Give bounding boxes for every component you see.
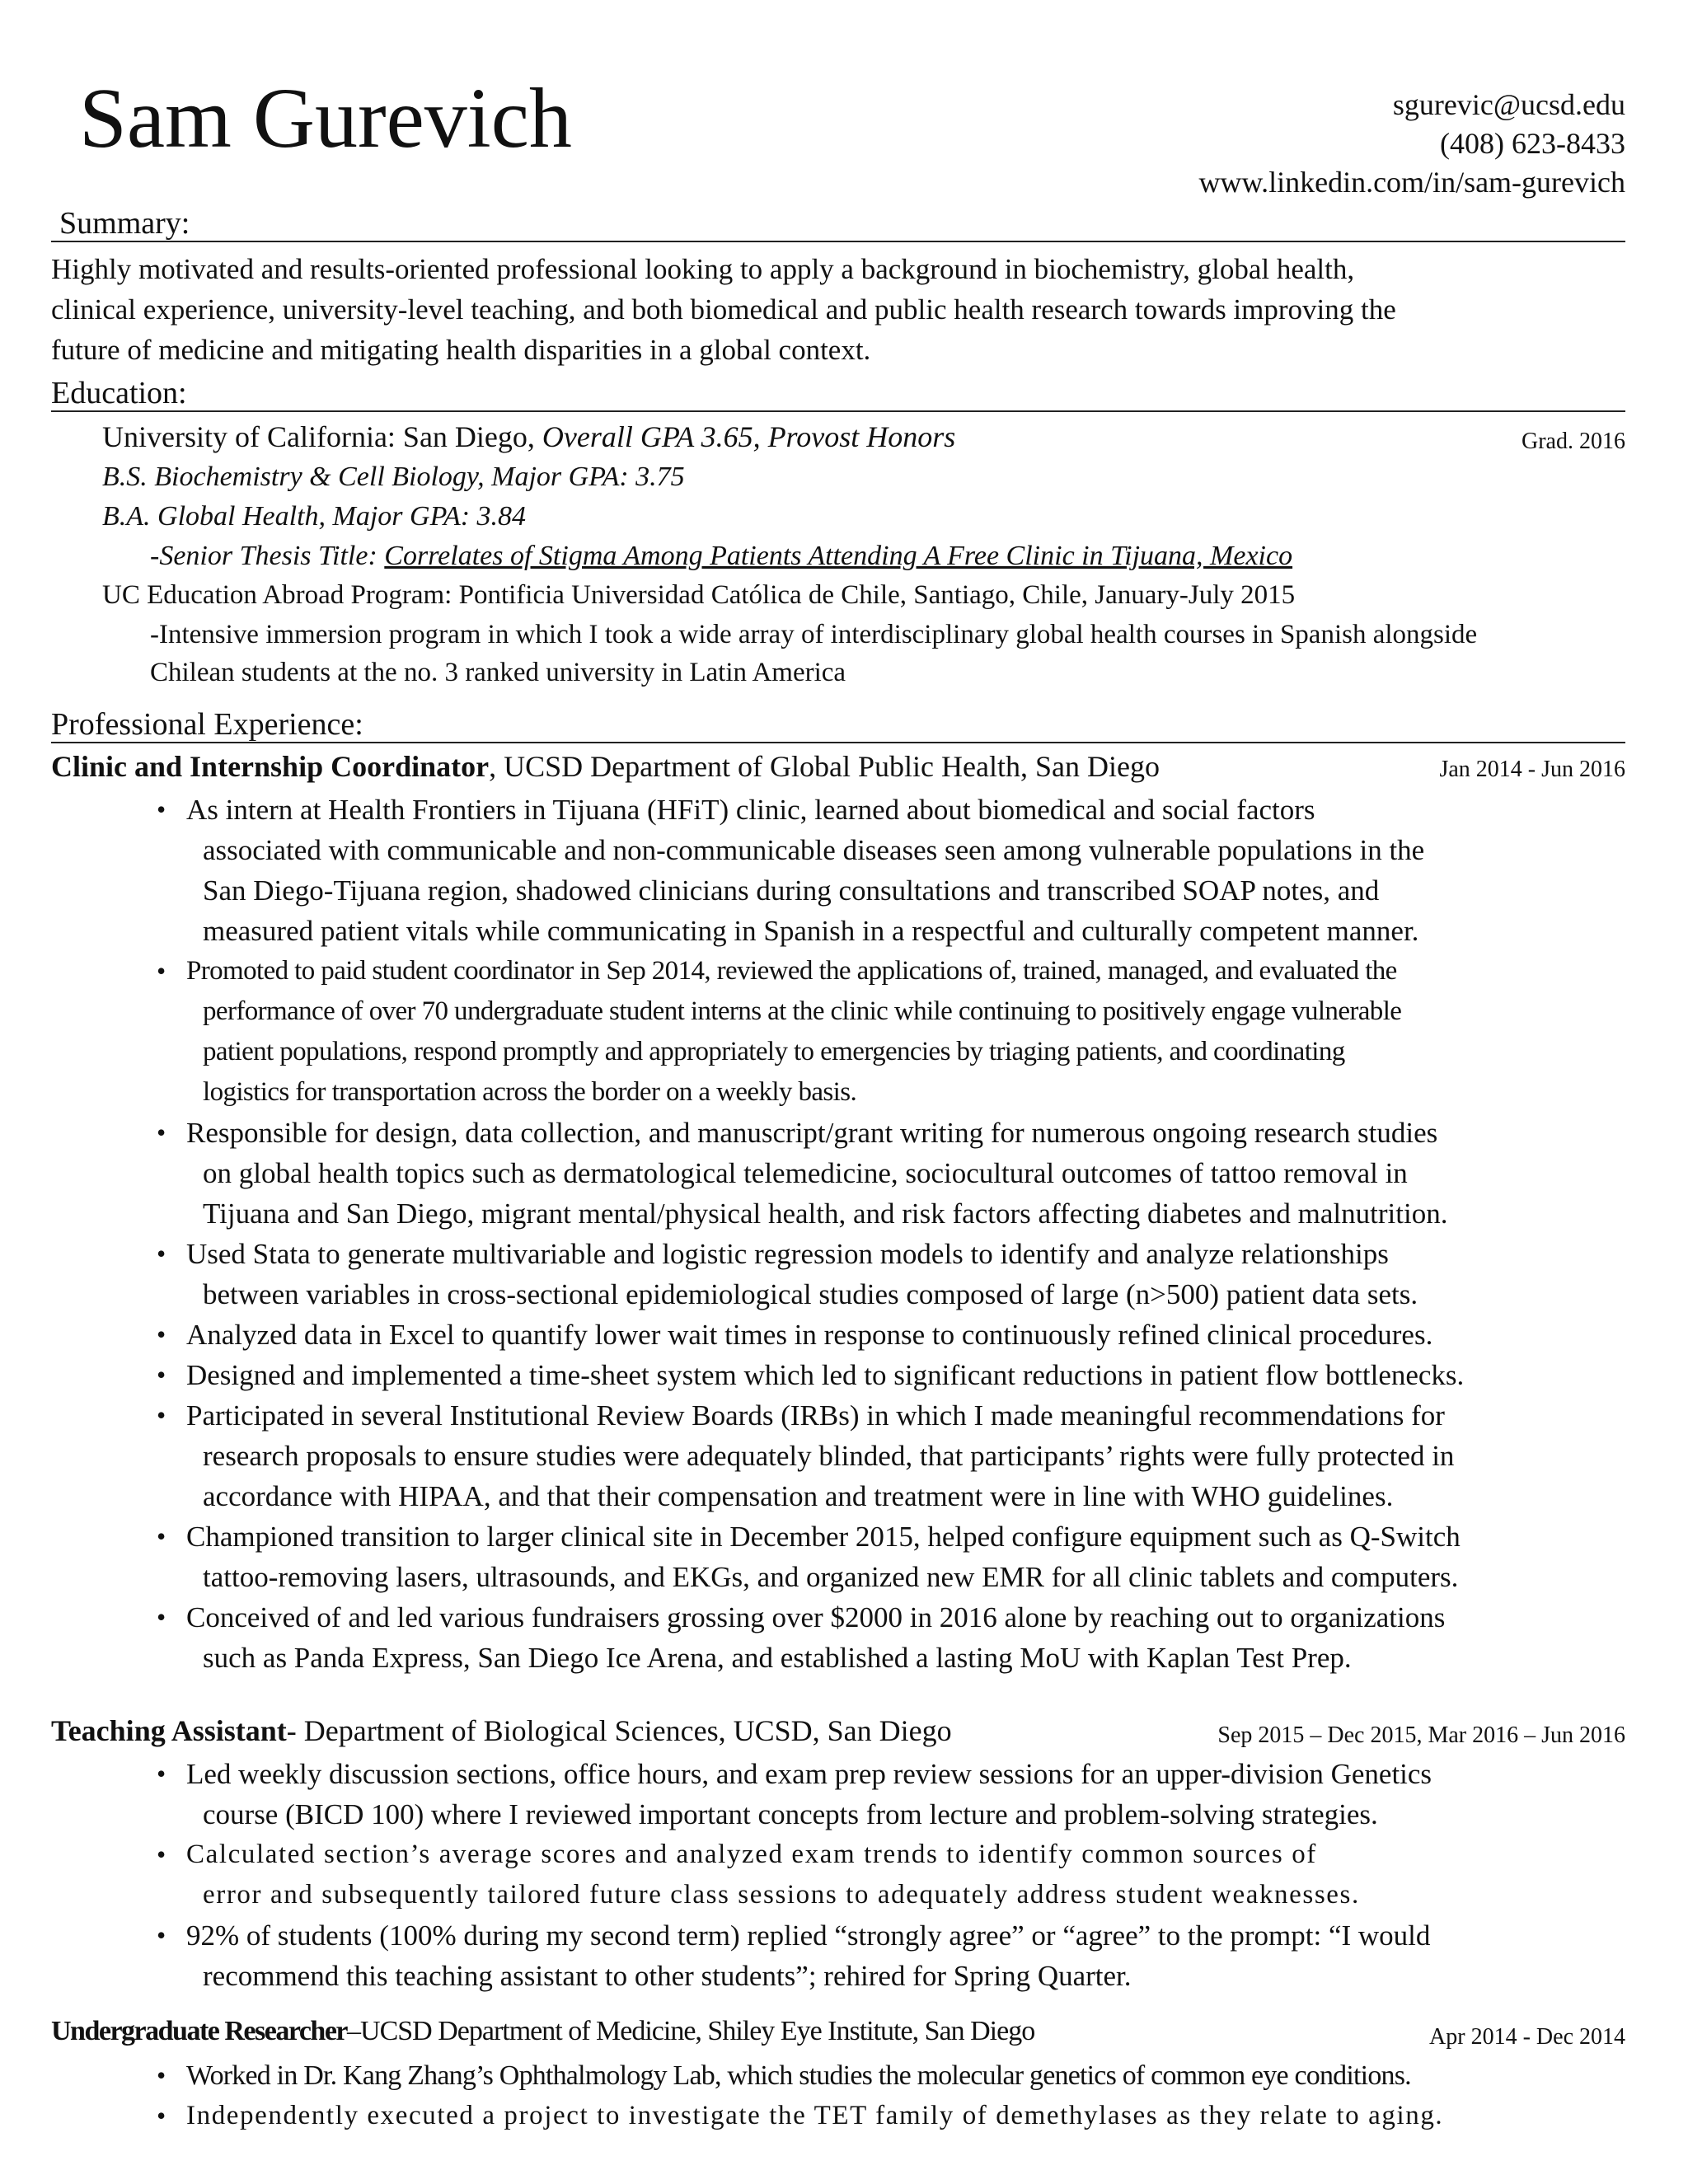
contact-block bbox=[1198, 86, 1625, 201]
bullet-icon: • bbox=[157, 1239, 166, 1268]
bullet-line: on global health topics such as dermatological telemedicine, sociocultural outcomes of tattoo removal in bbox=[203, 1157, 1408, 1189]
bullet-item bbox=[157, 2055, 1620, 2096]
abroad-program: UC Education Abroad Program: Pontificia Universidad Católica de Chile, Santiago, Chile, January-July 2015 bbox=[102, 580, 1296, 610]
bullet-line: logistics for transportation across the border on a weekly basis. bbox=[203, 1077, 857, 1107]
bullet-icon: • bbox=[157, 2101, 166, 2130]
job-role: Clinic and Internship Coordinator bbox=[51, 750, 490, 783]
job-dates: Sep 2015 – Dec 2015, Mar 2016 – Jun 2016 bbox=[1217, 1722, 1625, 1748]
school-line bbox=[102, 422, 955, 452]
bullet-icon: • bbox=[157, 956, 166, 986]
bullet-icon: • bbox=[157, 1602, 166, 1632]
bullet-line: tattoo-removing lasers, ultrasounds, and EKGs, and organized new EMR for all clinic tablets and computers. bbox=[203, 1561, 1459, 1593]
bullet-line: Calculated section’s average scores and analyzed exam trends to identify common sources of bbox=[186, 1840, 1317, 1869]
bullet-icon: • bbox=[157, 2060, 166, 2090]
bullet-line: Championed transition to larger clinical site in December 2015, helped configure equipment such as Q-Switch bbox=[186, 1521, 1461, 1553]
bullet-line: between variables in cross-sectional epidemiological studies composed of large (n>500) patient data sets. bbox=[203, 1278, 1418, 1310]
degree-bs: B.S. Biochemistry & Cell Biology, Major GPA: 3.75 bbox=[102, 462, 685, 492]
job-bullets bbox=[0, 1754, 1688, 1996]
grad-date: Grad. 2016 bbox=[1522, 429, 1625, 454]
job-org: - Department of Biological Sciences, UCSD, San Diego bbox=[286, 1714, 952, 1747]
bullet-line: such as Panda Express, San Diego Ice Arena, and established a lasting MoU with Kaplan Test Prep. bbox=[203, 1642, 1352, 1674]
bullet-item bbox=[157, 1597, 1620, 1678]
summary-line: clinical experience, university-level teaching, and both biomedical and public health research towards improving the bbox=[51, 293, 1396, 326]
email[interactable]: sgurevic@ucsd.edu bbox=[1392, 88, 1625, 121]
bullet-icon: • bbox=[157, 1360, 166, 1390]
job-org: , UCSD Department of Global Public Health, San Diego bbox=[489, 750, 1160, 783]
bullet-icon: • bbox=[157, 794, 166, 824]
bullet-item bbox=[157, 790, 1620, 951]
summary-text bbox=[51, 249, 1650, 370]
bullet-line: Used Stata to generate multivariable and logistic regression models to identify and analyze relationships bbox=[186, 1238, 1389, 1270]
bullet-icon: • bbox=[157, 1400, 166, 1430]
bullet-line: accordance with HIPAA, and that their compensation and treatment were in line with WHO guidelines. bbox=[203, 1480, 1394, 1512]
bullet-line: Responsible for design, data collection, and manuscript/grant writing for numerous ongoing research studies bbox=[186, 1117, 1438, 1149]
bullet-icon: • bbox=[157, 1920, 166, 1950]
job-dates: Jan 2014 - Jun 2016 bbox=[1439, 757, 1625, 782]
bullet-icon: • bbox=[157, 1118, 166, 1147]
bullet-line: associated with communicable and non-communicable diseases seen among vulnerable populations in the bbox=[203, 834, 1425, 866]
bullet-line: Promoted to paid student coordinator in Sep 2014, reviewed the applications of, trained, managed, and evaluated the bbox=[186, 956, 1397, 986]
phone: (408) 623-8433 bbox=[1440, 126, 1625, 160]
bullet-line: course (BICD 100) where I reviewed important concepts from lecture and problem-solving strategies. bbox=[203, 1798, 1378, 1830]
school-name: University of California: San Diego, bbox=[102, 420, 535, 453]
abroad-description: -Intensive immersion program in which I took a wide array of interdisciplinary global health courses in Spanish alongside bbox=[150, 620, 1478, 649]
bullet-item bbox=[157, 1915, 1620, 1996]
bullet-line: San Diego-Tijuana region, shadowed clinicians during consultations and transcribed SOAP notes, and bbox=[203, 874, 1380, 907]
linkedin-link[interactable]: www.linkedin.com/in/sam-gurevich bbox=[1198, 165, 1625, 199]
bullet-line: As intern at Health Frontiers in Tijuana (HFiT) clinic, learned about biomedical and social factors bbox=[186, 794, 1315, 826]
bullet-line: patient populations, respond promptly and appropriately to emergencies by triaging patients, and coordinating bbox=[203, 1037, 1345, 1066]
summary-heading: Summary: bbox=[51, 208, 1625, 242]
thesis-label: -Senior Thesis Title: bbox=[150, 541, 377, 571]
bullet-line: performance of over 70 undergraduate student interns at the clinic while continuing to positively engage vulnerable bbox=[203, 996, 1402, 1026]
bullet-line: Led weekly discussion sections, office hours, and exam prep review sessions for an upper-division Genetics bbox=[186, 1758, 1432, 1790]
bullet-item bbox=[157, 1355, 1620, 1395]
bullet-line: Worked in Dr. Kang Zhang’s Ophthalmology Lab, which studies the molecular genetics of common eye conditions. bbox=[186, 2060, 1411, 2091]
bullet-item bbox=[157, 1516, 1620, 1597]
bullet-line: Analyzed data in Excel to quantify lower wait times in response to continuously refined clinical procedures. bbox=[186, 1319, 1433, 1351]
job-title-line bbox=[51, 752, 1160, 781]
bullet-line: Conceived of and led various fundraisers grossing over $2000 in 2016 alone by reaching out to organizations bbox=[186, 1601, 1446, 1633]
job-bullets bbox=[0, 790, 1688, 1678]
bullet-line: research proposals to ensure studies were adequately blinded, that participants’ rights were fully protected in bbox=[203, 1440, 1455, 1472]
bullet-line: 92% of students (100% during my second term) replied “strongly agree” or “agree” to the prompt: “I would bbox=[186, 1919, 1431, 1952]
job-title-line bbox=[51, 2018, 1034, 2046]
bullet-item bbox=[157, 1754, 1620, 1835]
bullet-icon: • bbox=[157, 1521, 166, 1551]
education-heading: Education: bbox=[51, 377, 1625, 412]
resume-name: Sam Gurevich bbox=[79, 71, 572, 166]
experience-heading: Professional Experience: bbox=[51, 709, 1625, 743]
bullet-item bbox=[157, 1395, 1620, 1516]
bullet-line: measured patient vitals while communicating in Spanish in a respectful and culturally competent manner. bbox=[203, 915, 1419, 947]
bullet-icon: • bbox=[157, 1759, 166, 1788]
bullet-item bbox=[157, 1315, 1620, 1355]
bullet-icon: • bbox=[157, 1319, 166, 1349]
bullet-line: Tijuana and San Diego, migrant mental/physical health, and risk factors affecting diabetes and malnutrition. bbox=[203, 1197, 1448, 1230]
bullet-line: Designed and implemented a time-sheet system which led to significant reductions in patient flow bottlenecks. bbox=[186, 1359, 1465, 1391]
job-role: Teaching Assistant bbox=[51, 1714, 287, 1747]
thesis-title: Correlates of Stigma Among Patients Attending A Free Clinic in Tijuana, Mexico bbox=[384, 541, 1293, 571]
bullet-line: Independently executed a project to investigate the TET family of demethylases as they relate to aging. bbox=[186, 2101, 1444, 2130]
bullet-item bbox=[157, 951, 1620, 1113]
bullet-item bbox=[157, 1234, 1620, 1315]
bullet-line: error and subsequently tailored future class sessions to adequately address student weaknesses. bbox=[203, 1880, 1360, 1910]
overall-gpa: Overall GPA 3.65, Provost Honors bbox=[542, 420, 956, 453]
bullet-item bbox=[157, 1113, 1620, 1234]
bullet-line: recommend this teaching assistant to other students”; rehired for Spring Quarter. bbox=[203, 1960, 1132, 1992]
job-bullets bbox=[0, 2055, 1688, 2136]
job-role: Undergraduate Researcher bbox=[51, 2016, 348, 2046]
thesis-line bbox=[150, 542, 1292, 570]
degree-ba: B.A. Global Health, Major GPA: 3.84 bbox=[102, 501, 527, 532]
summary-line: future of medicine and mitigating health disparities in a global context. bbox=[51, 334, 871, 366]
abroad-description: Chilean students at the no. 3 ranked university in Latin America bbox=[150, 658, 846, 687]
job-dates: Apr 2014 - Dec 2014 bbox=[1429, 2024, 1625, 2050]
bullet-item bbox=[157, 2096, 1620, 2136]
job-org: –UCSD Department of Medicine, Shiley Eye Institute, San Diego bbox=[347, 2016, 1035, 2046]
job-title-line bbox=[51, 1716, 952, 1746]
bullet-icon: • bbox=[157, 1840, 166, 1869]
bullet-line: Participated in several Institutional Review Boards (IRBs) in which I made meaningful recommendations for bbox=[186, 1399, 1445, 1432]
summary-line: Highly motivated and results-oriented professional looking to apply a background in biochemistry, global health, bbox=[51, 253, 1355, 285]
bullet-item bbox=[157, 1835, 1620, 1915]
